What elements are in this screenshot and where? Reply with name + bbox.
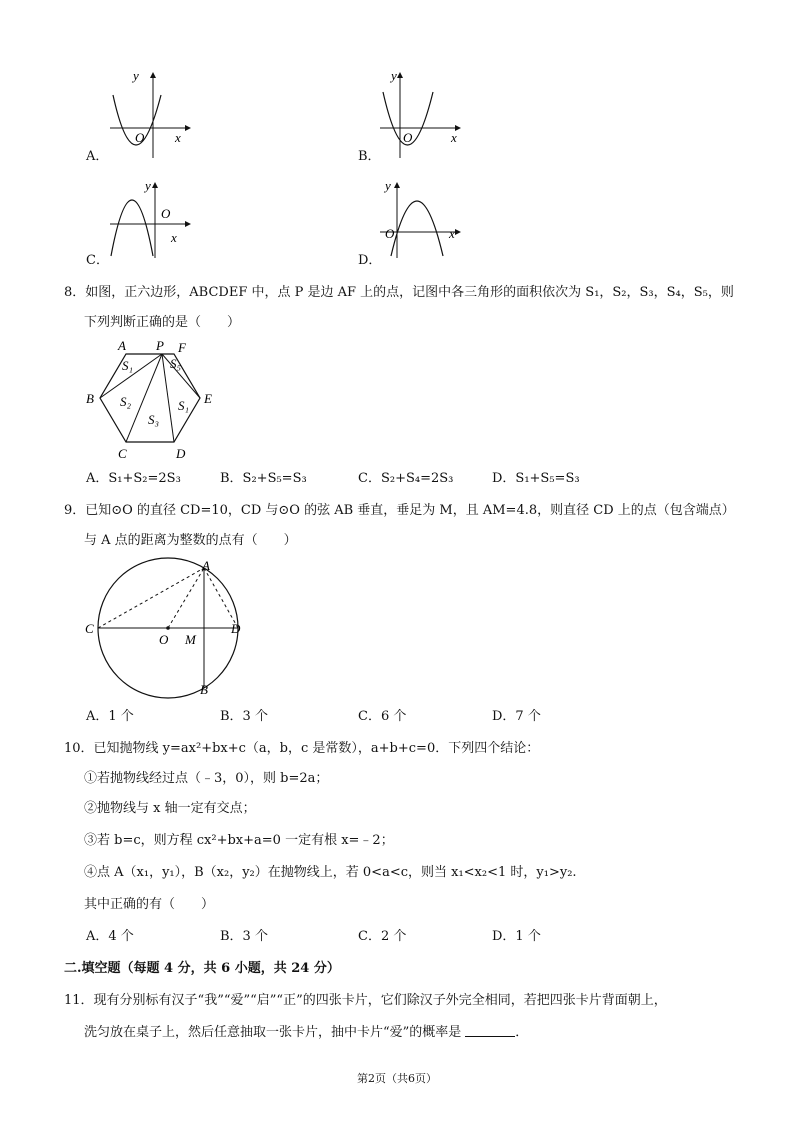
q9-option-a[interactable]: A．1 个 xyxy=(86,709,134,724)
axis-x-label: x xyxy=(451,130,457,145)
axis-x-label: x xyxy=(175,130,181,145)
q11-text-line2-end: ． xyxy=(515,1025,529,1040)
svg-text:O: O xyxy=(159,632,169,647)
axis-x-label: x xyxy=(449,226,455,241)
q8-text-line1: 8．如图，正六边形，ABCDEF 中，点 P 是边 AF 上的点，记图中各三角形的面积依次为 S₁，S₂，S₃，S₄，S₅，则 xyxy=(64,285,734,300)
q7-option-c[interactable]: C． xyxy=(86,253,109,268)
axis-y-label: y xyxy=(145,180,151,193)
q9-circle-figure xyxy=(80,556,260,706)
q8-option-c[interactable]: C．S₂+S₄=2S₃ xyxy=(358,471,454,486)
origin-label: O xyxy=(403,130,413,145)
section-title-fill-in: 二.填空题（每题 4 分，共 6 小题，共 24 分） xyxy=(64,961,340,976)
svg-text:S₅: S₅ xyxy=(170,356,182,371)
q10-statement-4: ④点 A（x₁，y₁），B（x₂，y₂）在抛物线上，若 0<a<c，则当 x₁<x₂<1 时，y₁>y₂. xyxy=(84,865,577,880)
svg-text:C: C xyxy=(85,621,94,636)
q11-answer-blank[interactable] xyxy=(465,1024,515,1037)
q7-option-d-graph xyxy=(375,180,465,264)
origin-label: O xyxy=(385,226,395,241)
q11-text-line2-body: 洗匀放在桌子上，然后任意抽取一张卡片，抽中卡片“爱”的概率是 xyxy=(84,1025,462,1040)
svg-text:B: B xyxy=(200,682,208,697)
q7-option-c-graph xyxy=(105,180,195,264)
q9-text-line2: 与 A 点的距离为整数的点有（ ） xyxy=(84,533,297,548)
svg-text:S₁: S₁ xyxy=(122,358,134,373)
q10-statement-2: ②抛物线与 x 轴一定有交点； xyxy=(84,801,256,816)
q10-statement-3: ③若 b=c，则方程 cx²+bx+a=0 一定有根 x=﹣2； xyxy=(84,833,394,848)
q9-option-b[interactable]: B．3 个 xyxy=(220,709,268,724)
svg-text:C: C xyxy=(118,446,127,461)
q7-option-b[interactable]: B． xyxy=(358,149,381,164)
q10-option-c[interactable]: C．2 个 xyxy=(358,929,407,944)
q8-text-line2: 下列判断正确的是（ ） xyxy=(84,315,241,330)
origin-label: O xyxy=(135,130,145,145)
svg-text:B: B xyxy=(86,391,94,406)
q11-text-line2 xyxy=(84,1024,528,1042)
svg-text:A: A xyxy=(202,558,210,573)
q8-option-b[interactable]: B．S₂+S₅=S₃ xyxy=(220,471,307,486)
q7-option-d[interactable]: D． xyxy=(358,253,382,268)
q9-text-line1: 9．已知⊙O 的直径 CD=10，CD 与⊙O 的弦 AB 垂直，垂足为 M，且 AM=4.8，则直径 CD 上的点（包含端点） xyxy=(64,503,735,518)
q9-option-d[interactable]: D．7 个 xyxy=(492,709,541,724)
svg-text:P: P xyxy=(156,338,164,353)
origin-label: O xyxy=(161,206,171,221)
q10-statement-1: ①若抛物线经过点（﹣3，0），则 b=2a； xyxy=(84,771,329,786)
axis-y-label: y xyxy=(133,70,139,83)
q7-option-a[interactable]: A． xyxy=(86,149,109,164)
q8-option-a[interactable]: A．S₁+S₂=2S₃ xyxy=(86,471,181,486)
q7-option-a-graph xyxy=(105,70,195,164)
svg-text:S₃: S₃ xyxy=(148,412,160,427)
svg-text:S₁: S₁ xyxy=(178,398,190,413)
svg-text:S₂: S₂ xyxy=(120,394,132,409)
q7-option-b-graph xyxy=(375,70,465,164)
axis-y-label: y xyxy=(391,70,397,83)
q11-text-line1: 11．现有分别标有汉子“我”“爱”“启”“正”的四张卡片，它们除汉子外完全相同，若把四张卡片背面朝上， xyxy=(64,993,667,1008)
axis-y-label: y xyxy=(385,180,391,193)
svg-text:A: A xyxy=(118,338,126,353)
q8-option-d[interactable]: D．S₁+S₅=S₃ xyxy=(492,471,580,486)
svg-text:D: D xyxy=(231,621,241,636)
svg-text:F: F xyxy=(178,340,186,355)
q10-option-a[interactable]: A．4 个 xyxy=(86,929,134,944)
axis-x-label: x xyxy=(171,230,177,245)
q10-text-line1: 10．已知抛物线 y=ax²+bx+c（a，b，c 是常数），a+b+c=0．下列四个结论： xyxy=(64,741,540,756)
svg-text:M: M xyxy=(185,632,196,647)
svg-text:D: D xyxy=(176,446,186,461)
q10-prompt: 其中正确的有（ ） xyxy=(84,897,215,912)
q9-option-c[interactable]: C．6 个 xyxy=(358,709,407,724)
q10-option-d[interactable]: D．1 个 xyxy=(492,929,541,944)
svg-text:E: E xyxy=(204,391,212,406)
q8-hexagon-figure xyxy=(80,336,240,466)
q10-option-b[interactable]: B．3 个 xyxy=(220,929,268,944)
page-footer: 第2页（共6页） xyxy=(357,1072,437,1085)
